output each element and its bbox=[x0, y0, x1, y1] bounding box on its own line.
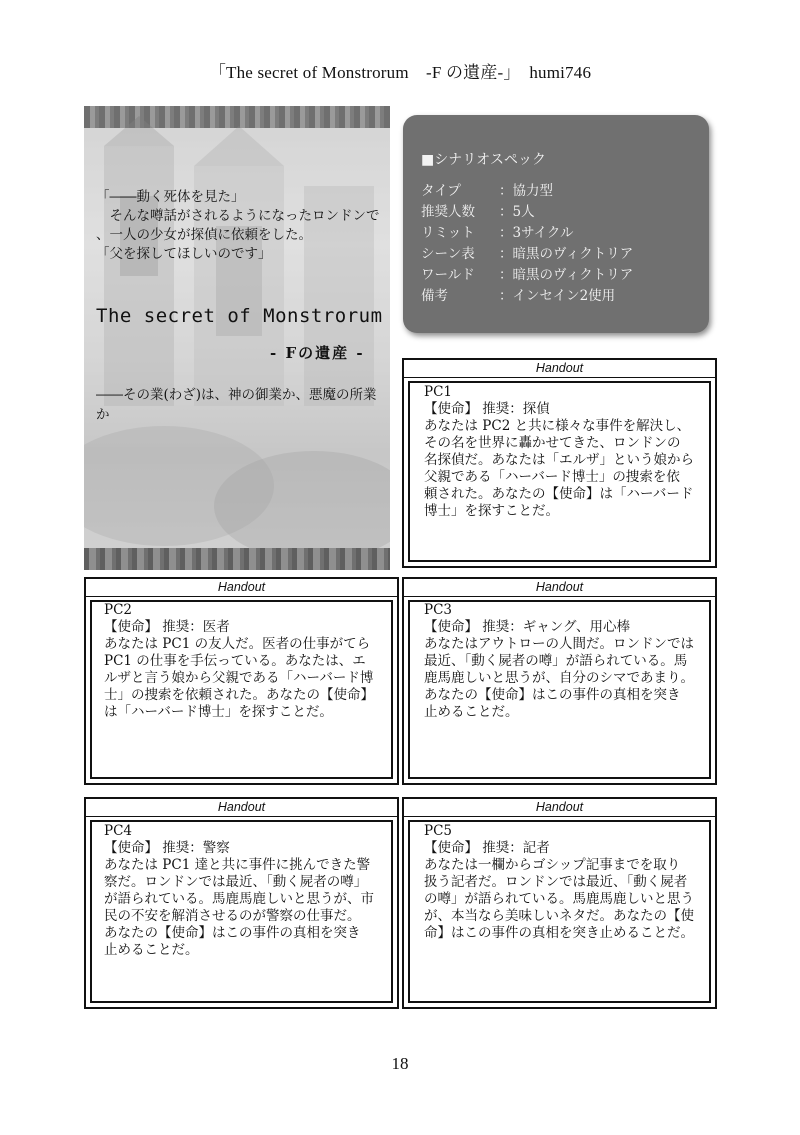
handout-pc4 bbox=[84, 797, 399, 1009]
handout-text-line: あなたは PC2 と共に様々な事件を解決し、 bbox=[424, 418, 691, 434]
handout-body bbox=[104, 823, 388, 959]
handout-pc-label: PC1 bbox=[424, 384, 453, 400]
spec-label: タイプ bbox=[421, 183, 461, 199]
intro-line: 、一人の少女が探偵に依頼をした。 bbox=[96, 227, 312, 243]
handout-header: Handout bbox=[217, 580, 266, 594]
handout-divider bbox=[404, 377, 715, 378]
page-header: 「The secret of Monstrorum -F の遺産-」 humi746 bbox=[208, 63, 592, 82]
handout-body bbox=[424, 823, 706, 942]
handout-pc5 bbox=[402, 797, 717, 1009]
spec-value: ：インセイン2使用 bbox=[499, 288, 616, 304]
handout-body bbox=[424, 384, 704, 520]
handout-text-line: あなたの【使命】はこの事件の真相を突き bbox=[104, 925, 361, 941]
handout-divider bbox=[404, 596, 715, 597]
handout-text-line: 名探偵だ。あなたは「エルザ」という娘から bbox=[424, 452, 694, 468]
spec-value: ：3サイクル bbox=[499, 225, 574, 241]
page-number: 18 bbox=[391, 1054, 409, 1073]
spec-label: リミット bbox=[421, 225, 475, 241]
handout-text-line: が語られている。馬鹿馬鹿しいと思うが、市 bbox=[104, 891, 374, 907]
handout-text-line: 止めることだ。 bbox=[104, 942, 199, 958]
spec-heading: ■シナリオスペック bbox=[421, 152, 546, 168]
handout-pc-label: PC5 bbox=[424, 823, 453, 839]
handout-pc3 bbox=[402, 577, 717, 785]
spec-label: シーン表 bbox=[421, 246, 475, 262]
handout-role: 【使命】 推奨：ギャング、用心棒 bbox=[424, 619, 630, 635]
handout-text-line: あなたはアウトローの人間だ。ロンドンでは bbox=[424, 636, 694, 652]
handout-header: Handout bbox=[535, 580, 584, 594]
handout-role: 【使命】 推奨：警察 bbox=[104, 840, 230, 856]
handout-divider bbox=[86, 816, 397, 817]
handout-text-line: 士」の捜索を依頼された。あなたの【使命】 bbox=[104, 687, 374, 703]
handout-pc-label: PC3 bbox=[424, 602, 453, 618]
handout-role: 【使命】 推奨：記者 bbox=[424, 840, 550, 856]
handout-text-line: あなたは一欄からゴシップ記事までを取り bbox=[424, 857, 681, 873]
spec-value: ：協力型 bbox=[499, 183, 553, 199]
intro-line: そんな噂話がされるようになったロンドンで bbox=[96, 208, 380, 224]
handout-text-line: その名を世界に轟かせてきた、ロンドンの bbox=[424, 435, 681, 451]
handout-text-line: 扱う記者だ。ロンドンでは最近、「動く屍者 bbox=[424, 874, 688, 890]
spec-row-limit bbox=[421, 221, 574, 241]
handout-pc1 bbox=[402, 358, 717, 568]
handout-text-line: 最近、「動く屍者の噂」が語られている。馬 bbox=[424, 653, 688, 669]
handout-divider bbox=[404, 816, 715, 817]
spec-row-world bbox=[421, 263, 634, 283]
spec-label: ワールド bbox=[421, 267, 475, 283]
handout-text-line: あなたの【使命】はこの事件の真相を突き bbox=[424, 687, 681, 703]
handout-text-line: 民の不安を解消させるのが警察の仕事だ。 bbox=[104, 908, 361, 924]
handout-text-line: 頼された。あなたの【使命】は「ハーバード bbox=[424, 486, 694, 502]
spec-value: ：5人 bbox=[499, 204, 535, 220]
handout-text-line: 博士」を探すことだ。 bbox=[424, 503, 559, 519]
handout-text-line: あなたは PC1 達と共に事件に挑んできた警 bbox=[104, 857, 371, 873]
spec-row-players bbox=[421, 200, 535, 220]
intro-line: 「父を探してほしいのです」 bbox=[96, 246, 272, 262]
handout-header: Handout bbox=[217, 800, 266, 814]
handout-pc2 bbox=[84, 577, 399, 785]
photo-border-bottom bbox=[84, 548, 390, 570]
handout-text-line: 父親である「ハーバード博士」の捜索を依 bbox=[424, 469, 680, 485]
handout-text-line: の噂」が語られている。馬鹿馬鹿しいと思う bbox=[424, 891, 694, 907]
handout-text-line: 命】はこの事件の真相を突き止めることだ。 bbox=[424, 925, 694, 941]
spec-row-notes bbox=[421, 284, 616, 304]
handout-text-line: 止めることだ。 bbox=[424, 704, 519, 720]
spec-value: ：暗黒のヴィクトリア bbox=[499, 246, 634, 262]
spec-label: 備考 bbox=[421, 288, 448, 304]
scenario-spec-box bbox=[403, 115, 709, 333]
cover-photo bbox=[84, 106, 390, 570]
handout-pc-label: PC4 bbox=[104, 823, 133, 839]
spec-row-type bbox=[421, 179, 553, 199]
spec-value: ：暗黒のヴィクトリア bbox=[499, 267, 634, 283]
handout-text-line: PC1 の仕事を手伝っている。あなたは、エ bbox=[104, 653, 366, 669]
scenario-subtitle: - Fの遺産 - bbox=[270, 344, 365, 362]
handout-text-line: 察だ。ロンドンでは最近、「動く屍者の噂」 bbox=[104, 874, 368, 890]
handout-role: 【使命】 推奨：医者 bbox=[104, 619, 230, 635]
handout-header: Handout bbox=[535, 800, 584, 814]
handout-header: Handout bbox=[535, 361, 584, 375]
handout-text-line: は「ハーバード博士」を探すことだ。 bbox=[104, 704, 333, 720]
handout-role: 【使命】 推奨：探偵 bbox=[424, 401, 550, 417]
handout-text-line: 鹿馬鹿しいと思うが、自分のシマであまり。 bbox=[424, 670, 694, 686]
handout-text-line: ルザと言う娘から父親である「ハーバード博 bbox=[104, 670, 374, 686]
handout-divider bbox=[86, 596, 397, 597]
spec-row-scene-table bbox=[421, 242, 634, 262]
intro-line: 「――動く死体を見た」 bbox=[96, 189, 245, 205]
scenario-title: The secret of Monstrorum bbox=[96, 305, 383, 327]
tagline: ――その業(わざ)は、神の御業か、悪魔の所業か bbox=[96, 387, 377, 423]
handout-body bbox=[424, 602, 706, 721]
spec-label: 推奨人数 bbox=[421, 204, 475, 220]
handout-text-line: あなたは PC1 の友人だ。医者の仕事がてら bbox=[104, 636, 371, 652]
intro-text bbox=[96, 188, 390, 264]
handout-pc-label: PC2 bbox=[104, 602, 133, 618]
handout-body bbox=[104, 602, 388, 721]
handout-text-line: が、本当なら美味しいネタだ。あなたの【使 bbox=[424, 908, 694, 924]
